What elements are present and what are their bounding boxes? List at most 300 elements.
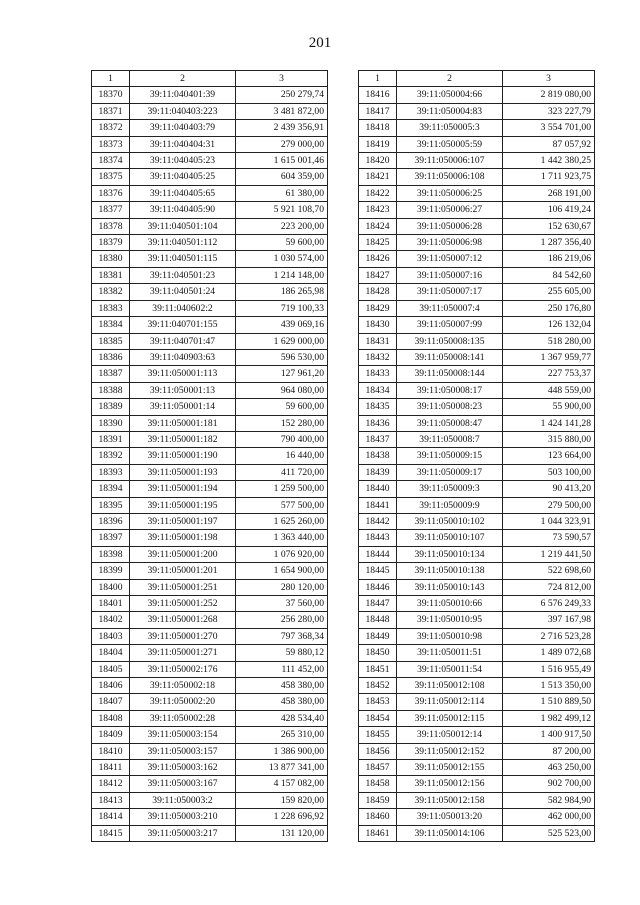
row-number: 18424	[359, 218, 397, 234]
table-row	[359, 792, 595, 808]
cadastral-number: 39:11:040405:65	[130, 185, 236, 201]
row-number: 18456	[359, 743, 397, 759]
table-row	[92, 136, 328, 152]
table-row	[92, 218, 328, 234]
cadastral-value: 1 516 955,49	[503, 661, 595, 677]
row-number: 18381	[92, 267, 130, 283]
cadastral-number: 39:11:050001:270	[130, 628, 236, 644]
cadastral-number: 39:11:050008:47	[397, 415, 503, 431]
table-row	[92, 628, 328, 644]
row-number: 18454	[359, 710, 397, 726]
cadastral-value: 37 560,00	[236, 596, 328, 612]
table-row	[92, 809, 328, 825]
row-number: 18425	[359, 235, 397, 251]
row-number: 18433	[359, 366, 397, 382]
cadastral-value: 577 500,00	[236, 497, 328, 513]
cadastral-number: 39:11:040404:31	[130, 136, 236, 152]
cadastral-value: 6 576 249,33	[503, 596, 595, 612]
cadastral-value: 1 629 000,00	[236, 333, 328, 349]
cadastral-value: 525 523,00	[503, 825, 595, 841]
table-row	[359, 382, 595, 398]
cadastral-value: 159 820,00	[236, 792, 328, 808]
table-row	[359, 185, 595, 201]
row-number: 18371	[92, 103, 130, 119]
cadastral-value: 265 310,00	[236, 727, 328, 743]
table-row	[92, 382, 328, 398]
row-number: 18431	[359, 333, 397, 349]
cadastral-number: 39:11:050002:18	[130, 678, 236, 694]
row-number: 18447	[359, 596, 397, 612]
table-row	[92, 596, 328, 612]
table-row	[92, 366, 328, 382]
table-row	[92, 760, 328, 776]
cadastral-value: 448 559,00	[503, 382, 595, 398]
table-row	[359, 596, 595, 612]
table-row	[92, 464, 328, 480]
row-number: 18400	[92, 579, 130, 595]
cadastral-number: 39:11:050007:4	[397, 300, 503, 316]
table-row	[359, 760, 595, 776]
cadastral-value: 582 984,90	[503, 792, 595, 808]
column-header-1: 1	[359, 71, 397, 87]
table-row	[359, 251, 595, 267]
cadastral-number: 39:11:050003:162	[130, 760, 236, 776]
row-number: 18458	[359, 776, 397, 792]
row-number: 18383	[92, 300, 130, 316]
cadastral-number: 39:11:050010:107	[397, 530, 503, 546]
cadastral-number: 39:11:040405:25	[130, 169, 236, 185]
table-row	[359, 87, 595, 103]
table-row	[92, 645, 328, 661]
cadastral-number: 39:11:050007:12	[397, 251, 503, 267]
table-row	[92, 169, 328, 185]
table-row	[359, 546, 595, 562]
cadastral-value: 1 442 380,25	[503, 153, 595, 169]
table-row	[92, 792, 328, 808]
table-row	[92, 661, 328, 677]
row-number: 18395	[92, 497, 130, 513]
row-number: 18438	[359, 448, 397, 464]
cadastral-value: 16 440,00	[236, 448, 328, 464]
column-header-3: 3	[236, 71, 328, 87]
table-row	[359, 694, 595, 710]
cadastral-number: 39:11:050012:108	[397, 678, 503, 694]
table-row	[92, 251, 328, 267]
register-table-right	[358, 70, 595, 842]
cadastral-number: 39:11:050011:54	[397, 661, 503, 677]
cadastral-number: 39:11:050003:157	[130, 743, 236, 759]
cadastral-number: 39:11:050010:134	[397, 546, 503, 562]
cadastral-number: 39:11:050001:268	[130, 612, 236, 628]
cadastral-value: 428 534,40	[236, 710, 328, 726]
row-number: 18445	[359, 563, 397, 579]
cadastral-value: 123 664,00	[503, 448, 595, 464]
cadastral-value: 458 380,00	[236, 678, 328, 694]
cadastral-value: 596 530,00	[236, 349, 328, 365]
cadastral-number: 39:11:040501:115	[130, 251, 236, 267]
row-number: 18396	[92, 513, 130, 529]
cadastral-number: 39:11:050001:271	[130, 645, 236, 661]
cadastral-number: 39:11:050002:28	[130, 710, 236, 726]
row-number: 18409	[92, 727, 130, 743]
row-number: 18417	[359, 103, 397, 119]
cadastral-value: 55 900,00	[503, 399, 595, 415]
cadastral-number: 39:11:050010:95	[397, 612, 503, 628]
cadastral-number: 39:11:050006:27	[397, 202, 503, 218]
cadastral-number: 39:11:050010:102	[397, 513, 503, 529]
row-number: 18450	[359, 645, 397, 661]
table-row	[92, 267, 328, 283]
cadastral-number: 39:11:040501:23	[130, 267, 236, 283]
table-row	[92, 825, 328, 841]
table-row	[92, 710, 328, 726]
cadastral-number: 39:11:050001:113	[130, 366, 236, 382]
row-number: 18377	[92, 202, 130, 218]
cadastral-number: 39:11:050001:182	[130, 431, 236, 447]
cadastral-number: 39:11:040403:79	[130, 120, 236, 136]
row-number: 18372	[92, 120, 130, 136]
cadastral-value: 106 419,24	[503, 202, 595, 218]
table-row	[92, 333, 328, 349]
cadastral-value: 186 219,06	[503, 251, 595, 267]
table-row	[359, 661, 595, 677]
row-number: 18443	[359, 530, 397, 546]
cadastral-value: 1 982 499,12	[503, 710, 595, 726]
cadastral-number: 39:11:050009:3	[397, 481, 503, 497]
table-row	[359, 333, 595, 349]
cadastral-value: 255 605,00	[503, 284, 595, 300]
cadastral-number: 39:11:050006:107	[397, 153, 503, 169]
table-row	[92, 743, 328, 759]
cadastral-value: 1 386 900,00	[236, 743, 328, 759]
cadastral-value: 3 554 701,00	[503, 120, 595, 136]
cadastral-value: 90 413,20	[503, 481, 595, 497]
table-row	[359, 136, 595, 152]
cadastral-number: 39:11:040405:23	[130, 153, 236, 169]
table-row	[359, 415, 595, 431]
table-row	[359, 448, 595, 464]
cadastral-number: 39:11:050007:17	[397, 284, 503, 300]
row-number: 18435	[359, 399, 397, 415]
cadastral-value: 522 698,60	[503, 563, 595, 579]
table-row	[359, 710, 595, 726]
cadastral-value: 797 368,34	[236, 628, 328, 644]
cadastral-value: 250 279,74	[236, 87, 328, 103]
table-row	[359, 169, 595, 185]
cadastral-value: 131 120,00	[236, 825, 328, 841]
cadastral-value: 323 227,79	[503, 103, 595, 119]
table-row	[359, 628, 595, 644]
table-row	[92, 349, 328, 365]
cadastral-value: 127 961,20	[236, 366, 328, 382]
cadastral-number: 39:11:050004:83	[397, 103, 503, 119]
row-number: 18391	[92, 431, 130, 447]
cadastral-value: 73 590,57	[503, 530, 595, 546]
cadastral-value: 3 481 872,00	[236, 103, 328, 119]
row-number: 18452	[359, 678, 397, 694]
cadastral-number: 39:11:050012:115	[397, 710, 503, 726]
cadastral-number: 39:11:040602:2	[130, 300, 236, 316]
cadastral-number: 39:11:050005:3	[397, 120, 503, 136]
cadastral-number: 39:11:050003:217	[130, 825, 236, 841]
row-number: 18449	[359, 628, 397, 644]
cadastral-number: 39:11:050012:156	[397, 776, 503, 792]
table-row	[92, 612, 328, 628]
cadastral-value: 1 214 148,00	[236, 267, 328, 283]
row-number: 18427	[359, 267, 397, 283]
row-number: 18420	[359, 153, 397, 169]
row-number: 18415	[92, 825, 130, 841]
cadastral-value: 1 044 323,91	[503, 513, 595, 529]
cadastral-number: 39:11:050007:16	[397, 267, 503, 283]
cadastral-number: 39:11:050010:66	[397, 596, 503, 612]
cadastral-number: 39:11:050009:9	[397, 497, 503, 513]
cadastral-number: 39:11:050012:155	[397, 760, 503, 776]
cadastral-value: 2 439 356,91	[236, 120, 328, 136]
row-number: 18387	[92, 366, 130, 382]
table-row	[359, 284, 595, 300]
table-row	[359, 645, 595, 661]
cadastral-value: 719 100,33	[236, 300, 328, 316]
cadastral-number: 39:11:050002:20	[130, 694, 236, 710]
row-number: 18453	[359, 694, 397, 710]
cadastral-value: 1 363 440,00	[236, 530, 328, 546]
table-row	[359, 120, 595, 136]
row-number: 18393	[92, 464, 130, 480]
table-row	[359, 349, 595, 365]
row-number: 18421	[359, 169, 397, 185]
cadastral-value: 1 625 260,00	[236, 513, 328, 529]
cadastral-value: 227 753,37	[503, 366, 595, 382]
cadastral-value: 1 424 141,28	[503, 415, 595, 431]
cadastral-value: 1 489 072,68	[503, 645, 595, 661]
cadastral-value: 1 400 917,50	[503, 727, 595, 743]
cadastral-number: 39:11:050001:194	[130, 481, 236, 497]
row-number: 18426	[359, 251, 397, 267]
table-row	[359, 743, 595, 759]
cadastral-number: 39:11:050008:23	[397, 399, 503, 415]
cadastral-number: 39:11:050004:66	[397, 87, 503, 103]
cadastral-value: 4 157 082,00	[236, 776, 328, 792]
row-number: 18384	[92, 317, 130, 333]
row-number: 18388	[92, 382, 130, 398]
table-row	[92, 497, 328, 513]
row-number: 18392	[92, 448, 130, 464]
cadastral-value: 280 120,00	[236, 579, 328, 595]
row-number: 18446	[359, 579, 397, 595]
cadastral-number: 39:11:050010:138	[397, 563, 503, 579]
cadastral-value: 59 880,12	[236, 645, 328, 661]
row-number: 18436	[359, 415, 397, 431]
table-row	[359, 235, 595, 251]
cadastral-number: 39:11:050010:143	[397, 579, 503, 595]
cadastral-value: 1 510 889,50	[503, 694, 595, 710]
table-row	[92, 284, 328, 300]
row-number: 18461	[359, 825, 397, 841]
cadastral-value: 458 380,00	[236, 694, 328, 710]
table-row	[359, 202, 595, 218]
cadastral-value: 87 200,00	[503, 743, 595, 759]
cadastral-number: 39:11:040501:112	[130, 235, 236, 251]
table-row	[359, 563, 595, 579]
table-header-row	[359, 71, 595, 87]
cadastral-number: 39:11:050013:20	[397, 809, 503, 825]
table-row	[92, 185, 328, 201]
table-row	[92, 87, 328, 103]
row-number: 18404	[92, 645, 130, 661]
table-row	[359, 431, 595, 447]
row-number: 18407	[92, 694, 130, 710]
cadastral-value: 724 812,00	[503, 579, 595, 595]
cadastral-number: 39:11:050001:198	[130, 530, 236, 546]
table-row	[359, 399, 595, 415]
table-row	[92, 120, 328, 136]
cadastral-value: 126 132,04	[503, 317, 595, 333]
table-row	[359, 809, 595, 825]
cadastral-number: 39:11:050014:106	[397, 825, 503, 841]
row-number: 18429	[359, 300, 397, 316]
cadastral-number: 39:11:050001:197	[130, 513, 236, 529]
row-number: 18418	[359, 120, 397, 136]
row-number: 18399	[92, 563, 130, 579]
cadastral-value: 964 080,00	[236, 382, 328, 398]
cadastral-number: 39:11:050008:135	[397, 333, 503, 349]
cadastral-value: 279 000,00	[236, 136, 328, 152]
cadastral-value: 152 630,67	[503, 218, 595, 234]
row-number: 18397	[92, 530, 130, 546]
row-number: 18380	[92, 251, 130, 267]
cadastral-number: 39:11:050001:195	[130, 497, 236, 513]
row-number: 18374	[92, 153, 130, 169]
table-body-right	[359, 87, 595, 842]
column-header-3: 3	[503, 71, 595, 87]
table-row	[359, 678, 595, 694]
cadastral-value: 1 615 001,46	[236, 153, 328, 169]
cadastral-value: 5 921 108,70	[236, 202, 328, 218]
row-number: 18437	[359, 431, 397, 447]
cadastral-number: 39:11:050001:200	[130, 546, 236, 562]
table-row	[359, 612, 595, 628]
table-row	[92, 235, 328, 251]
row-number: 18402	[92, 612, 130, 628]
cadastral-value: 439 069,16	[236, 317, 328, 333]
cadastral-value: 223 200,00	[236, 218, 328, 234]
table-row	[92, 202, 328, 218]
cadastral-value: 1 259 500,00	[236, 481, 328, 497]
column-header-2: 2	[397, 71, 503, 87]
table-row	[359, 103, 595, 119]
cadastral-number: 39:11:050008:141	[397, 349, 503, 365]
table-row	[92, 431, 328, 447]
cadastral-number: 39:11:040501:104	[130, 218, 236, 234]
cadastral-number: 39:11:050006:28	[397, 218, 503, 234]
column-header-1: 1	[92, 71, 130, 87]
row-number: 18370	[92, 87, 130, 103]
register-table-left	[91, 70, 328, 842]
cadastral-value: 279 500,00	[503, 497, 595, 513]
table-header-row	[92, 71, 328, 87]
cadastral-value: 1 219 441,50	[503, 546, 595, 562]
cadastral-number: 39:11:040501:24	[130, 284, 236, 300]
row-number: 18442	[359, 513, 397, 529]
cadastral-number: 39:11:050001:13	[130, 382, 236, 398]
row-number: 18422	[359, 185, 397, 201]
cadastral-number: 39:11:050002:176	[130, 661, 236, 677]
cadastral-value: 111 452,00	[236, 661, 328, 677]
cadastral-number: 39:11:050006:25	[397, 185, 503, 201]
row-number: 18430	[359, 317, 397, 333]
row-number: 18440	[359, 481, 397, 497]
cadastral-value: 397 167,98	[503, 612, 595, 628]
cadastral-value: 2 716 523,28	[503, 628, 595, 644]
row-number: 18457	[359, 760, 397, 776]
cadastral-value: 250 176,80	[503, 300, 595, 316]
row-number: 18411	[92, 760, 130, 776]
row-number: 18441	[359, 497, 397, 513]
row-number: 18378	[92, 218, 130, 234]
row-number: 18379	[92, 235, 130, 251]
cadastral-value: 790 400,00	[236, 431, 328, 447]
cadastral-value: 411 720,00	[236, 464, 328, 480]
table-row	[92, 415, 328, 431]
table-row	[92, 727, 328, 743]
cadastral-value: 1 367 959,77	[503, 349, 595, 365]
table-row	[359, 497, 595, 513]
cadastral-number: 39:11:050001:193	[130, 464, 236, 480]
table-row	[359, 825, 595, 841]
cadastral-number: 39:11:050001:252	[130, 596, 236, 612]
row-number: 18448	[359, 612, 397, 628]
table-row	[92, 399, 328, 415]
cadastral-number: 39:11:050005:59	[397, 136, 503, 152]
table-row	[92, 776, 328, 792]
cadastral-number: 39:11:050008:144	[397, 366, 503, 382]
cadastral-value: 268 191,00	[503, 185, 595, 201]
cadastral-value: 1 711 923,75	[503, 169, 595, 185]
row-number: 18390	[92, 415, 130, 431]
cadastral-number: 39:11:050001:190	[130, 448, 236, 464]
table-row	[359, 513, 595, 529]
cadastral-number: 39:11:040701:155	[130, 317, 236, 333]
table-row	[92, 153, 328, 169]
row-number: 18412	[92, 776, 130, 792]
cadastral-number: 39:11:050012:158	[397, 792, 503, 808]
cadastral-number: 39:11:050012:14	[397, 727, 503, 743]
row-number: 18428	[359, 284, 397, 300]
cadastral-number: 39:11:050006:98	[397, 235, 503, 251]
row-number: 18373	[92, 136, 130, 152]
cadastral-value: 256 280,00	[236, 612, 328, 628]
row-number: 18419	[359, 136, 397, 152]
row-number: 18459	[359, 792, 397, 808]
cadastral-value: 59 600,00	[236, 399, 328, 415]
cadastral-value: 463 250,00	[503, 760, 595, 776]
cadastral-number: 39:11:050001:201	[130, 563, 236, 579]
row-number: 18432	[359, 349, 397, 365]
row-number: 18414	[92, 809, 130, 825]
table-body-left	[92, 87, 328, 842]
row-number: 18455	[359, 727, 397, 743]
table-row	[92, 300, 328, 316]
row-number: 18451	[359, 661, 397, 677]
cadastral-number: 39:11:050003:154	[130, 727, 236, 743]
cadastral-value: 84 542,60	[503, 267, 595, 283]
row-number: 18386	[92, 349, 130, 365]
row-number: 18382	[92, 284, 130, 300]
table-row	[92, 448, 328, 464]
table-row	[359, 300, 595, 316]
cadastral-number: 39:11:050010:98	[397, 628, 503, 644]
